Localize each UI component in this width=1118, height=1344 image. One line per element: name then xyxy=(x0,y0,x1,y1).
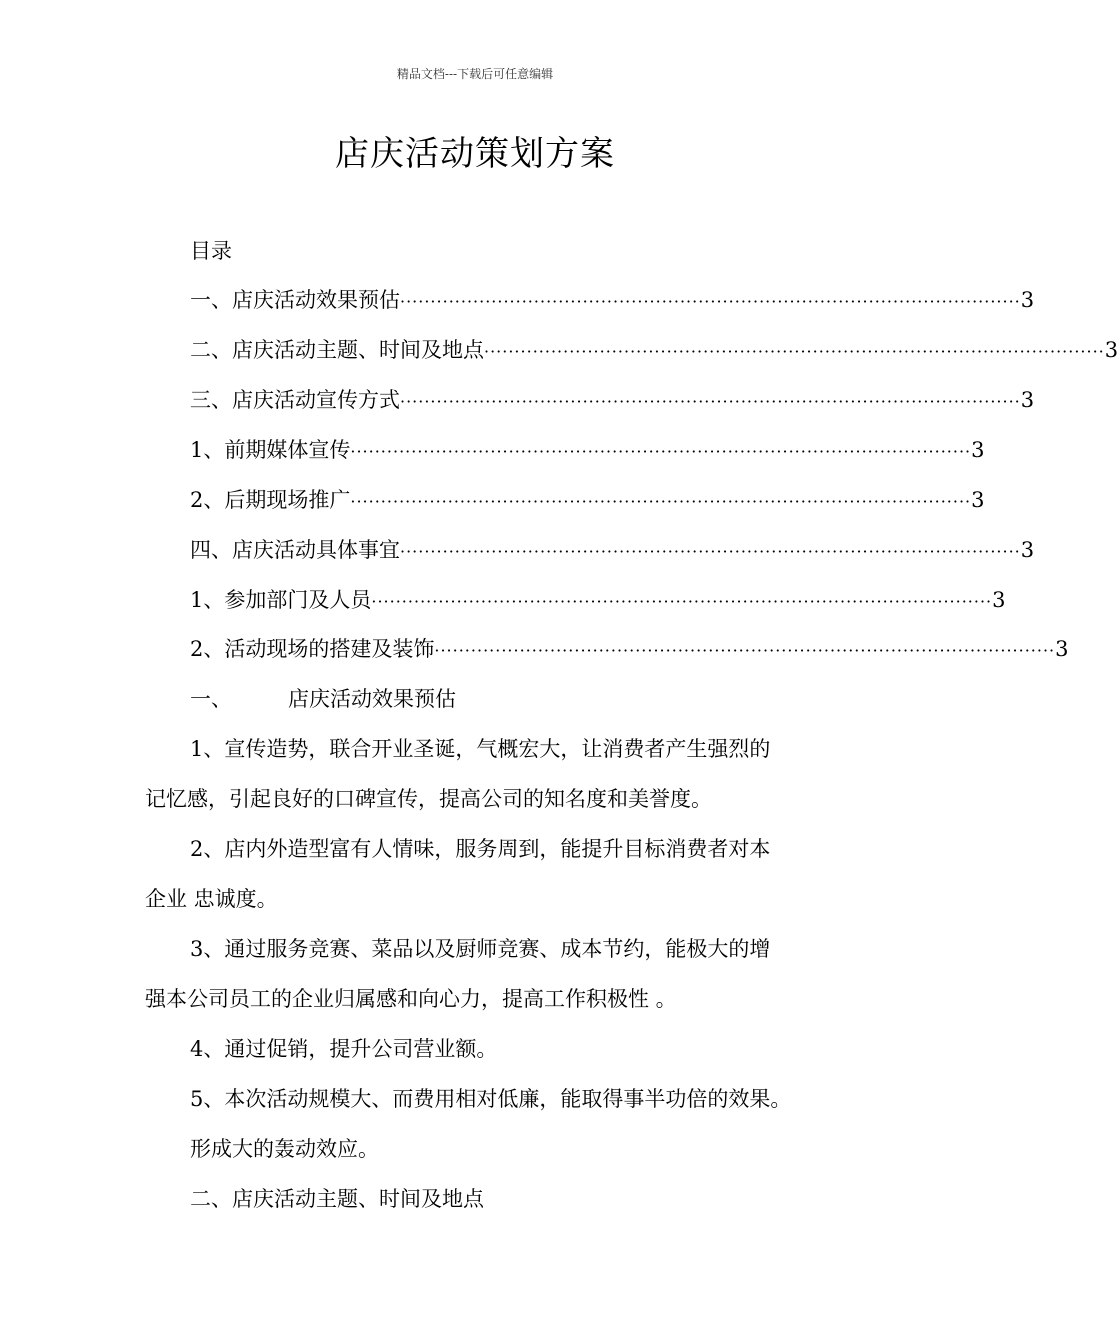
toc-leader-dots: ······································································································ xyxy=(400,392,1021,411)
paragraph-line: 企业 忠诚度。 xyxy=(145,887,278,911)
paragraph-line: 5、本次活动规模大、而费用相对低廉，能取得事半功倍的效果。 xyxy=(190,1087,792,1111)
toc-item[interactable] xyxy=(190,435,985,467)
toc-leader-dots: ······································································································ xyxy=(400,292,1021,311)
toc-item-page: 3 xyxy=(992,588,1006,612)
paragraph-line: 4、通过促销，提升公司营业额。 xyxy=(190,1037,498,1061)
paragraph-line: 2、店内外造型富有人情味，服务周到，能提升目标消费者对本 xyxy=(190,837,771,861)
toc-leader-dots: ······································································································ xyxy=(350,442,972,461)
toc-item-page: 3 xyxy=(1055,637,1069,661)
toc-item-label: 二、店庆活动主题、时间及地点 xyxy=(190,338,484,362)
toc-item-label: 四、店庆活动具体事宜 xyxy=(190,538,400,562)
toc-item-label: 2、活动现场的搭建及装饰 xyxy=(190,637,435,661)
toc-item-page: 3 xyxy=(971,438,985,462)
toc-item[interactable] xyxy=(190,285,1035,317)
toc-item-label: 1、前期媒体宣传 xyxy=(190,438,351,462)
paragraph-line: 1、宣传造势，联合开业圣诞，气概宏大，让消费者产生强烈的 xyxy=(190,737,771,761)
toc-item-label: 1、参加部门及人员 xyxy=(190,588,372,612)
toc-item[interactable] xyxy=(190,634,1069,666)
paragraph-line: 记忆感，引起良好的口碑宣传，提高公司的知名度和美誉度。 xyxy=(145,787,712,811)
paragraph-line: 3、通过服务竞赛、菜品以及厨师竞赛、成本节约，能极大的增 xyxy=(190,937,771,961)
section-heading: 二、店庆活动主题、时间及地点 xyxy=(190,1187,484,1211)
paragraph-line: 形成大的轰动效应。 xyxy=(190,1137,379,1161)
toc-item[interactable] xyxy=(190,535,1035,567)
page-header: 精品文档---下载后可任意编辑 xyxy=(396,67,554,81)
toc-item-page: 3 xyxy=(1020,538,1035,562)
toc-item-page: 3 xyxy=(971,488,985,512)
toc-heading: 目录 xyxy=(190,239,232,263)
toc-item-label: 2、后期现场推广 xyxy=(190,488,351,512)
toc-item[interactable] xyxy=(190,585,1006,617)
toc-item[interactable] xyxy=(190,485,985,517)
toc-item[interactable] xyxy=(190,335,1118,367)
toc-item-label: 一、店庆活动效果预估 xyxy=(190,288,400,312)
section-title: 店庆活动效果预估 xyxy=(288,687,456,711)
toc-item-page: 3 xyxy=(1104,338,1118,362)
section-number: 一、 xyxy=(190,687,232,711)
toc-leader-dots: ······································································································ xyxy=(484,342,1105,361)
toc-leader-dots: ······································································································ xyxy=(371,592,993,611)
toc-leader-dots: ······································································································ xyxy=(434,641,1056,660)
toc-leader-dots: ······································································································ xyxy=(400,542,1021,561)
section-heading xyxy=(190,684,456,714)
paragraph-line: 强本公司员工的企业归属感和向心力，提高工作积极性 。 xyxy=(145,987,677,1011)
toc-item-page: 3 xyxy=(1020,388,1035,412)
document-title: 店庆活动策划方案 xyxy=(335,134,615,174)
toc-item-page: 3 xyxy=(1020,288,1035,312)
toc-item[interactable] xyxy=(190,385,1035,417)
toc-leader-dots: ······································································································ xyxy=(350,492,972,511)
toc-item-label: 三、店庆活动宣传方式 xyxy=(190,388,400,412)
